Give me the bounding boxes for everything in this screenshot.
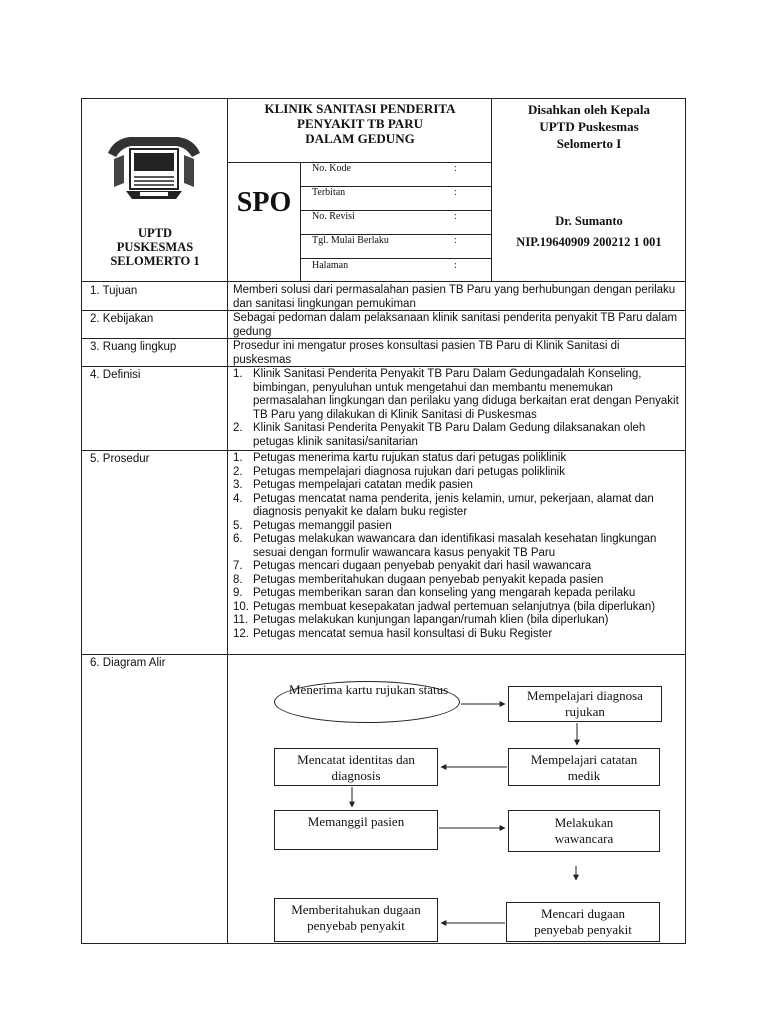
meta-sep: : <box>454 235 457 246</box>
meta-sep: : <box>454 187 457 198</box>
list-item: 9. Petugas memberikan saran dan konseling yang mengarah kepada perilaku <box>233 587 636 599</box>
meta-label-terbitan: Terbitan <box>312 187 346 198</box>
list-item: 12. Petugas mencatat semua hasil konsultasi di Buku Register <box>233 627 553 640</box>
list-item: 4. Petugas mencatat nama penderita, jenis kelamin, umur, pekerjaan, alamat dan diagnosis penyakit ke dalam buku register <box>233 492 654 518</box>
section-label-kebijakan: 2. Kebijakan <box>90 313 154 325</box>
list-item: 5. Petugas memanggil pasien <box>233 519 392 532</box>
list-item: 2. Klinik Sanitasi Penderita Penyakit TB Paru Dalam Gedung dilaksanakan oleh petugas klinik sanitasi/sanitarian <box>233 422 646 448</box>
approver-name: Dr. Sumanto <box>555 214 623 228</box>
organization-name: UPTD PUSKESMAS SELOMERTO 1 <box>110 226 200 268</box>
list-item: 3. Petugas mempelajari catatan medik pasien <box>233 479 473 491</box>
flow-node-panggil: Memanggil pasien <box>274 810 438 850</box>
section-text-ruang-lingkup: Prosedur ini mengatur proses konsultasi pasien TB Paru di Klinik Sanitasi di puskesmas <box>233 340 620 366</box>
section-label-definisi: 4. Definisi <box>90 369 141 381</box>
meta-sep: : <box>454 211 457 222</box>
flow-node-diagnosa: Mempelajari diagnosa rujukan <box>508 686 662 722</box>
section-label-tujuan: 1. Tujuan <box>90 285 138 297</box>
approval-block: Disahkan oleh Kepala UPTD Puskesmas Selomerto I <box>527 102 651 151</box>
flow-node-dugaan: Mencari dugaan penyebab penyakit <box>506 902 660 942</box>
flow-node-wawancara: Melakukan wawancara <box>508 810 660 852</box>
meta-label-kode: No. Kode <box>312 163 351 174</box>
document-title: KLINIK SANITASI PENDERITA PENYAKIT TB PARU DALAM GEDUNG <box>264 101 456 146</box>
flow-node-start: Menerima kartu rujukan status <box>274 681 460 723</box>
meta-label-halaman: Halaman <box>312 260 349 271</box>
approver-nip: NIP.19640909 200212 1 001 <box>516 235 662 249</box>
meta-sep: : <box>454 163 457 174</box>
flow-node-beritahu: Memberitahukan dugaan penyebab penyakit <box>274 898 438 942</box>
meta-sep: : <box>454 260 457 271</box>
section-text-kebijakan: Sebagai pedoman dalam pelaksanaan klinik sanitasi penderita penyakit TB Paru dalam gedung <box>233 312 678 338</box>
section-label-ruang-lingkup: 3. Ruang lingkup <box>90 341 177 353</box>
list-item: 1. Klinik Sanitasi Penderita Penyakit TB Paru Dalam Gedungadalah Konseling, bimbingan, penyuluhan untuk mengetahui dan membantu menemukan permasalahan lingkungan dan perilaku yang diduga berkaitan erat dengan Penyakit TB Paru yang dilakukan di Klinik Sanitasi di Puskesmas <box>233 368 679 421</box>
list-item: 7. Petugas mencari dugaan penyebab penyakit dari hasil wawancara <box>233 560 592 572</box>
section-label-prosedur: 5. Prosedur <box>90 453 150 465</box>
flow-node-identitas: Mencatat identitas dan diagnosis <box>274 748 438 786</box>
meta-label-revisi: No. Revisi <box>312 211 355 222</box>
list-item: 6. Petugas melakukan wawancara dan identifikasi masalah kesehatan lingkungan sesuai dengan formulir wawancara kasus penyakit TB Paru <box>233 533 657 559</box>
list-item: 2. Petugas mempelajari diagnosa rujukan dari petugas poliklinik <box>233 465 565 478</box>
section-label-diagram-alir: 6. Diagram Alir <box>90 657 166 669</box>
meta-label-tanggal: Tgl. Mulai Berlaku <box>312 235 389 246</box>
list-item: 10. Petugas membuat kesepakatan jadwal pertemuan selanjutnya (bila diperlukan) <box>233 600 656 613</box>
list-item: 8. Petugas memberitahukan dugaan penyebab penyakit kepada pasien <box>233 573 604 586</box>
flow-node-catatan: Mempelajari catatan medik <box>508 748 660 786</box>
doc-type-label: SPO <box>236 187 292 218</box>
list-item: 11. Petugas melakukan kunjungan lapangan/rumah klien (bila diperlukan) <box>233 614 609 626</box>
section-text-tujuan: Memberi solusi dari permasalahan pasien TB Paru yang berhubungan dengan perilaku dan sanitasi lingkungan pemukiman <box>233 284 676 310</box>
list-item: 1. Petugas menerima kartu rujukan status dari petugas poliklinik <box>233 452 567 464</box>
